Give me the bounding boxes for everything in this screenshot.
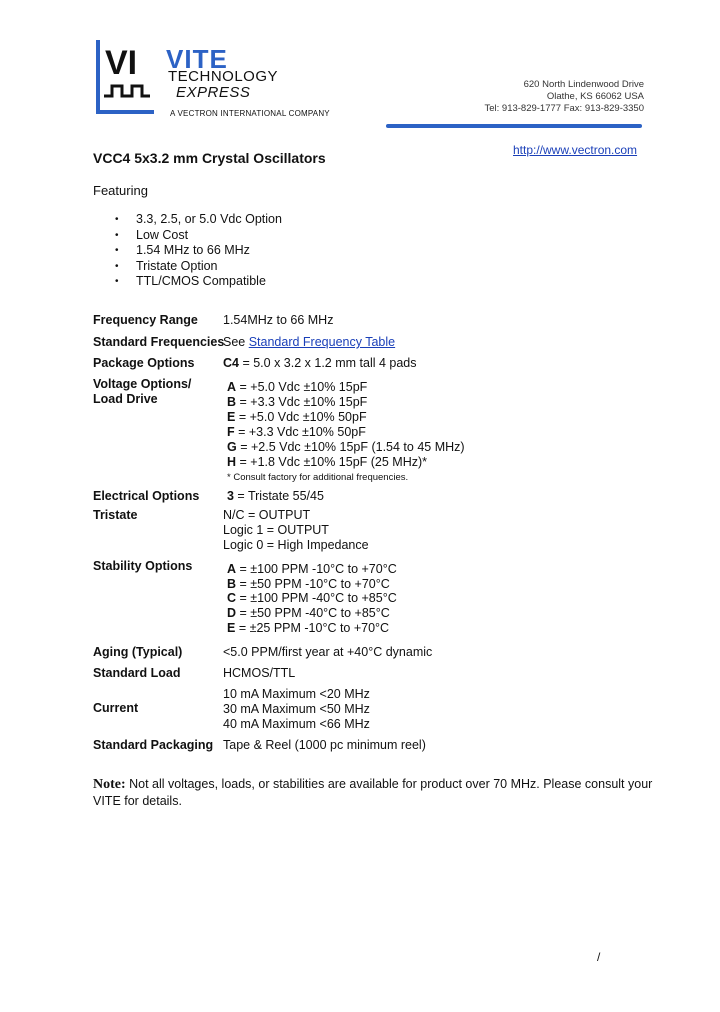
- feature-text: Tristate Option: [136, 258, 218, 273]
- page-title: VCC4 5x3.2 mm Crystal Oscillators: [93, 150, 326, 166]
- frequency-range-label: Frequency Range: [93, 313, 198, 327]
- package-options-value: [223, 356, 417, 370]
- logo-technology: TECHNOLOGY: [168, 68, 279, 85]
- voltage-option-row: [227, 395, 367, 409]
- voltage-option-row: [227, 455, 427, 469]
- tristate-row: Logic 0 = High Impedance: [223, 538, 369, 552]
- voltage-code: G: [227, 440, 237, 454]
- package-desc: = 5.0 x 3.2 x 1.2 mm tall 4 pads: [238, 356, 417, 370]
- electrical-options-value: [227, 489, 324, 503]
- voltage-code: E: [227, 410, 236, 424]
- voltage-desc: = +5.0 Vdc ±10% 15pF: [236, 380, 368, 394]
- load-drive-label: Load Drive: [93, 392, 158, 406]
- tristate-label: Tristate: [93, 508, 138, 522]
- aging-label: Aging (Typical): [93, 645, 183, 659]
- stability-desc: = ±50 PPM -40°C to +85°C: [236, 606, 390, 620]
- current-label: Current: [93, 701, 139, 715]
- logo-company: A VECTRON INTERNATIONAL COMPANY: [170, 109, 330, 118]
- standard-frequencies-value: [223, 335, 395, 349]
- tristate-row: Logic 1 = OUTPUT: [223, 523, 329, 537]
- current-row: 10 mA Maximum <20 MHz: [223, 687, 370, 701]
- aging-value: <5.0 PPM/first year at +40°C dynamic: [223, 645, 433, 659]
- feature-text: TTL/CMOS Compatible: [136, 274, 266, 289]
- standard-load-value: HCMOS/TTL: [223, 666, 296, 680]
- header-rule: [386, 124, 642, 128]
- tristate-row: N/C = OUTPUT: [223, 508, 311, 522]
- stability-option-row: [227, 562, 397, 576]
- bullet-icon: •: [115, 245, 119, 257]
- stability-desc: = ±25 PPM -10°C to +70°C: [235, 621, 390, 635]
- standard-load-label: Standard Load: [93, 666, 181, 680]
- stability-code: E: [227, 621, 236, 635]
- voltage-desc: = +5.0 Vdc ±10% 50pF: [235, 410, 367, 424]
- stability-code: C: [227, 591, 237, 605]
- standard-packaging-label: Standard Packaging: [93, 738, 214, 752]
- stability-code: A: [227, 562, 237, 576]
- voltage-option-row: [227, 425, 366, 439]
- featuring-heading: Featuring: [93, 183, 148, 198]
- list-item: [115, 212, 282, 228]
- vite-logo-mark: [92, 38, 158, 118]
- bullet-icon: •: [115, 214, 119, 225]
- voltage-code: H: [227, 455, 237, 469]
- stability-option-row: [227, 577, 390, 591]
- logo-brand: VITE: [166, 44, 228, 74]
- voltage-desc: = +2.5 Vdc ±10% 15pF (1.54 to 45 MHz): [236, 440, 465, 454]
- standard-frequencies-label: Standard Frequencies: [93, 335, 225, 349]
- list-item: [115, 243, 282, 259]
- vectron-url-link[interactable]: http://www.vectron.com: [513, 143, 638, 157]
- address-city: Olathe, KS 66062 USA: [546, 91, 644, 102]
- electrical-code: 3: [227, 489, 234, 503]
- standard-frequencies-prefix: See: [223, 335, 249, 349]
- note-paragraph: [93, 776, 653, 809]
- stability-desc: = ±100 PPM -40°C to +85°C: [236, 591, 397, 605]
- voltage-desc: = +1.8 Vdc ±10% 15pF (25 MHz)*: [236, 455, 428, 469]
- current-row: 30 mA Maximum <50 MHz: [223, 702, 370, 716]
- feature-text: 1.54 MHz to 66 MHz: [136, 243, 250, 258]
- package-options-label: Package Options: [93, 356, 195, 370]
- electrical-desc: = Tristate 55/45: [233, 489, 324, 503]
- bullet-icon: •: [115, 229, 119, 241]
- stability-option-row: [227, 591, 397, 605]
- list-item: [115, 274, 282, 290]
- standard-frequency-table-link[interactable]: Standard Frequency Table: [248, 335, 396, 349]
- page-number: /: [597, 950, 601, 964]
- voltage-desc: = +3.3 Vdc ±10% 15pF: [236, 395, 368, 409]
- note-text: Not all voltages, loads, or stabilities are available for product over 70 MHz. Please consult your VITE for details.: [93, 777, 653, 808]
- voltage-options-label: Voltage Options/: [93, 377, 192, 391]
- standard-packaging-value: Tape & Reel (1000 pc minimum reel): [223, 738, 426, 752]
- stability-code: D: [227, 606, 237, 620]
- list-item: [115, 259, 282, 275]
- voltage-code: A: [227, 380, 237, 394]
- package-code: C4: [223, 356, 239, 370]
- feature-text: 3.3, 2.5, or 5.0 Vdc Option: [136, 212, 282, 226]
- stability-desc: = ±100 PPM -10°C to +70°C: [236, 562, 397, 576]
- feature-text: Low Cost: [136, 227, 189, 242]
- voltage-option-row: [227, 440, 465, 454]
- stability-options-label: Stability Options: [93, 559, 193, 573]
- list-item: [115, 228, 282, 244]
- voltage-code: B: [227, 395, 237, 409]
- features-list: [115, 212, 282, 290]
- frequency-range-value: 1.54MHz to 66 MHz: [223, 313, 334, 327]
- stability-desc: = ±50 PPM -10°C to +70°C: [236, 577, 390, 591]
- logo-express: EXPRESS: [176, 84, 251, 101]
- current-row: 40 mA Maximum <66 MHz: [223, 717, 370, 731]
- bullet-icon: •: [115, 260, 119, 272]
- stability-option-row: [227, 606, 390, 620]
- note-label: Note:: [93, 777, 126, 792]
- electrical-options-label: Electrical Options: [93, 489, 200, 503]
- voltage-code: F: [227, 425, 235, 439]
- address-phone: Tel: 913-829-1777 Fax: 913-829-3350: [484, 103, 644, 114]
- bullet-icon: •: [115, 276, 119, 288]
- voltage-footnote: * Consult factory for additional frequencies.: [227, 472, 409, 483]
- address-street: 620 North Lindenwood Drive: [523, 79, 644, 90]
- stability-option-row: [227, 621, 389, 635]
- logo-mark-text: VI: [105, 44, 138, 82]
- voltage-option-row: [227, 380, 367, 394]
- voltage-desc: = +3.3 Vdc ±10% 50pF: [234, 425, 366, 439]
- voltage-option-row: [227, 410, 367, 424]
- stability-code: B: [227, 577, 237, 591]
